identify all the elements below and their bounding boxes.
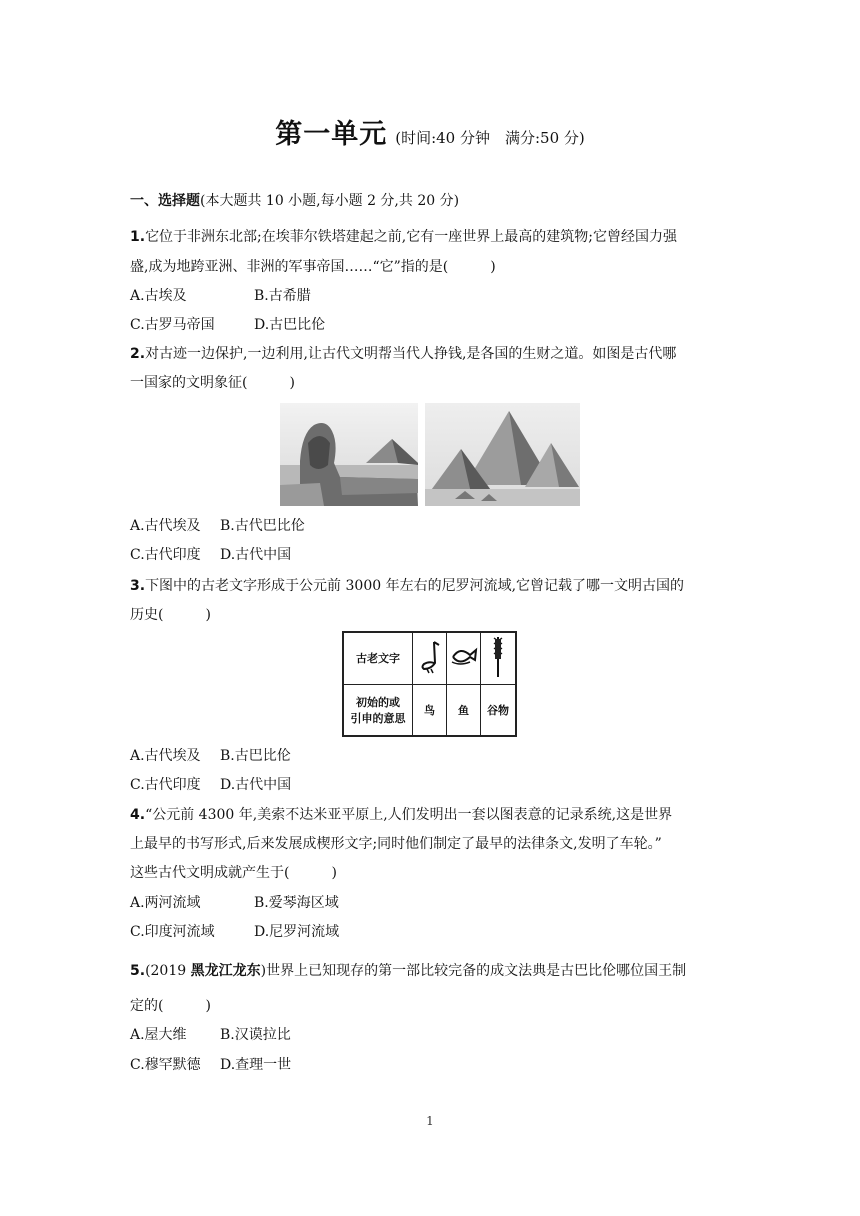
option-b[interactable]: B.古巴比伦 [220, 748, 291, 764]
page-title [0, 112, 860, 151]
option-d[interactable]: D.尼罗河流域 [254, 924, 340, 940]
option-b[interactable]: B.汉谟拉比 [220, 1027, 291, 1043]
section-header [130, 191, 459, 211]
ancient-script-table [342, 631, 517, 737]
question-4-options-row-2 [130, 922, 339, 942]
unit-title: 第一单元 [275, 119, 388, 150]
question-3-options-row-1 [130, 746, 291, 766]
question-3-options-row-2 [130, 775, 291, 795]
option-a[interactable]: A.两河流域 [130, 895, 201, 911]
fish-glyph-icon [450, 642, 478, 672]
question-number: 5. [130, 963, 146, 979]
option-c[interactable]: C.印度河流域 [130, 924, 215, 940]
option-d[interactable]: D.古代中国 [220, 547, 292, 563]
question-2-options-row-2 [130, 545, 291, 565]
question-5-options-row-1 [130, 1025, 291, 1045]
page-number: 1 [426, 1114, 434, 1128]
option-a[interactable]: A.古代埃及 [130, 748, 201, 764]
option-c[interactable]: C.古罗马帝国 [130, 317, 215, 333]
glyph-fish [447, 632, 481, 684]
question-3-line-1: 3.下图中的古老文字形成于公元前 3000 年左右的尼罗河流域,它曾记载了哪一文明古国的 [130, 578, 685, 594]
question-2-line-1: 2.对古迹一边保护,一边利用,让古代文明帮当代人挣钱,是各国的生财之道。如图是古代哪 [130, 346, 677, 362]
question-1-line-1: 1.它位于非洲东北部;在埃菲尔铁塔建起之前,它有一座世界上最高的建筑物;它曾经国力强 [130, 229, 677, 245]
glyph-bird [413, 632, 447, 684]
table-header-script: 古老文字 [343, 632, 413, 684]
question-1-options-row-2 [130, 315, 325, 335]
section-label: 一、选择题 [130, 193, 200, 209]
option-a[interactable]: A.屋大维 [130, 1027, 187, 1043]
question-4-line-2: 上最早的书写形式,后来发展成楔形文字;同时他们制定了最早的法律条文,发明了车轮。” [130, 836, 662, 852]
option-b[interactable]: B.爱琴海区域 [254, 895, 339, 911]
question-1-line-2: 盛,成为地跨亚洲、非洲的军事帝国……“它”指的是( ) [130, 259, 496, 275]
question-2-options-row-1 [130, 516, 305, 536]
glyph-grain [481, 632, 517, 684]
section-desc: (本大题共 10 小题,每小题 2 分,共 20 分) [200, 193, 460, 209]
option-d[interactable]: D.古巴比伦 [254, 317, 326, 333]
option-b[interactable]: B.古希腊 [254, 288, 311, 304]
question-4-line-3: 这些古代文明成就产生于( ) [130, 865, 337, 881]
sphinx-photo [280, 403, 418, 506]
question-2-line-2: 一国家的文明象征( ) [130, 375, 295, 391]
table-header-meaning: 初始的或 引申的意思 [343, 684, 413, 736]
meaning-bird: 鸟 [413, 684, 447, 736]
option-d[interactable]: D.查理一世 [220, 1057, 292, 1073]
question-5-line-1: 5.(2019 黑龙江龙东)世界上已知现存的第一部比较完备的成文法典是古巴比伦哪位国王制 [130, 963, 687, 979]
bird-glyph-icon [417, 639, 443, 675]
question-3-line-2: 历史( ) [130, 607, 211, 623]
question-number: 1. [130, 229, 146, 245]
meaning-grain: 谷物 [481, 684, 517, 736]
source-region: 黑龙江龙东 [190, 963, 261, 979]
option-d[interactable]: D.古代中国 [220, 777, 292, 793]
option-a[interactable]: A.古代埃及 [130, 518, 201, 534]
exam-info: (时间:40 分钟 满分:50 分) [395, 129, 585, 147]
question-1-options-row-1 [130, 286, 311, 306]
question-5-line-2: 定的( ) [130, 998, 211, 1014]
option-c[interactable]: C.古代印度 [130, 547, 201, 563]
question-number: 2. [130, 346, 146, 362]
option-b[interactable]: B.古代巴比伦 [220, 518, 305, 534]
grain-glyph-icon [488, 635, 508, 679]
question-4-options-row-1 [130, 893, 339, 913]
question-5-options-row-2 [130, 1055, 291, 1075]
meaning-fish: 鱼 [447, 684, 481, 736]
pyramids-photo [425, 403, 580, 506]
pyramids-icon [425, 403, 580, 506]
sphinx-icon [280, 403, 418, 506]
option-a[interactable]: A.古埃及 [130, 288, 187, 304]
question-number: 3. [130, 578, 146, 594]
question-4-line-1: 4.“公元前 4300 年,美索不达米亚平原上,人们发明出一套以图表意的记录系统,这是世界 [130, 807, 673, 823]
option-c[interactable]: C.穆罕默德 [130, 1057, 201, 1073]
option-c[interactable]: C.古代印度 [130, 777, 201, 793]
question-number: 4. [130, 807, 146, 823]
